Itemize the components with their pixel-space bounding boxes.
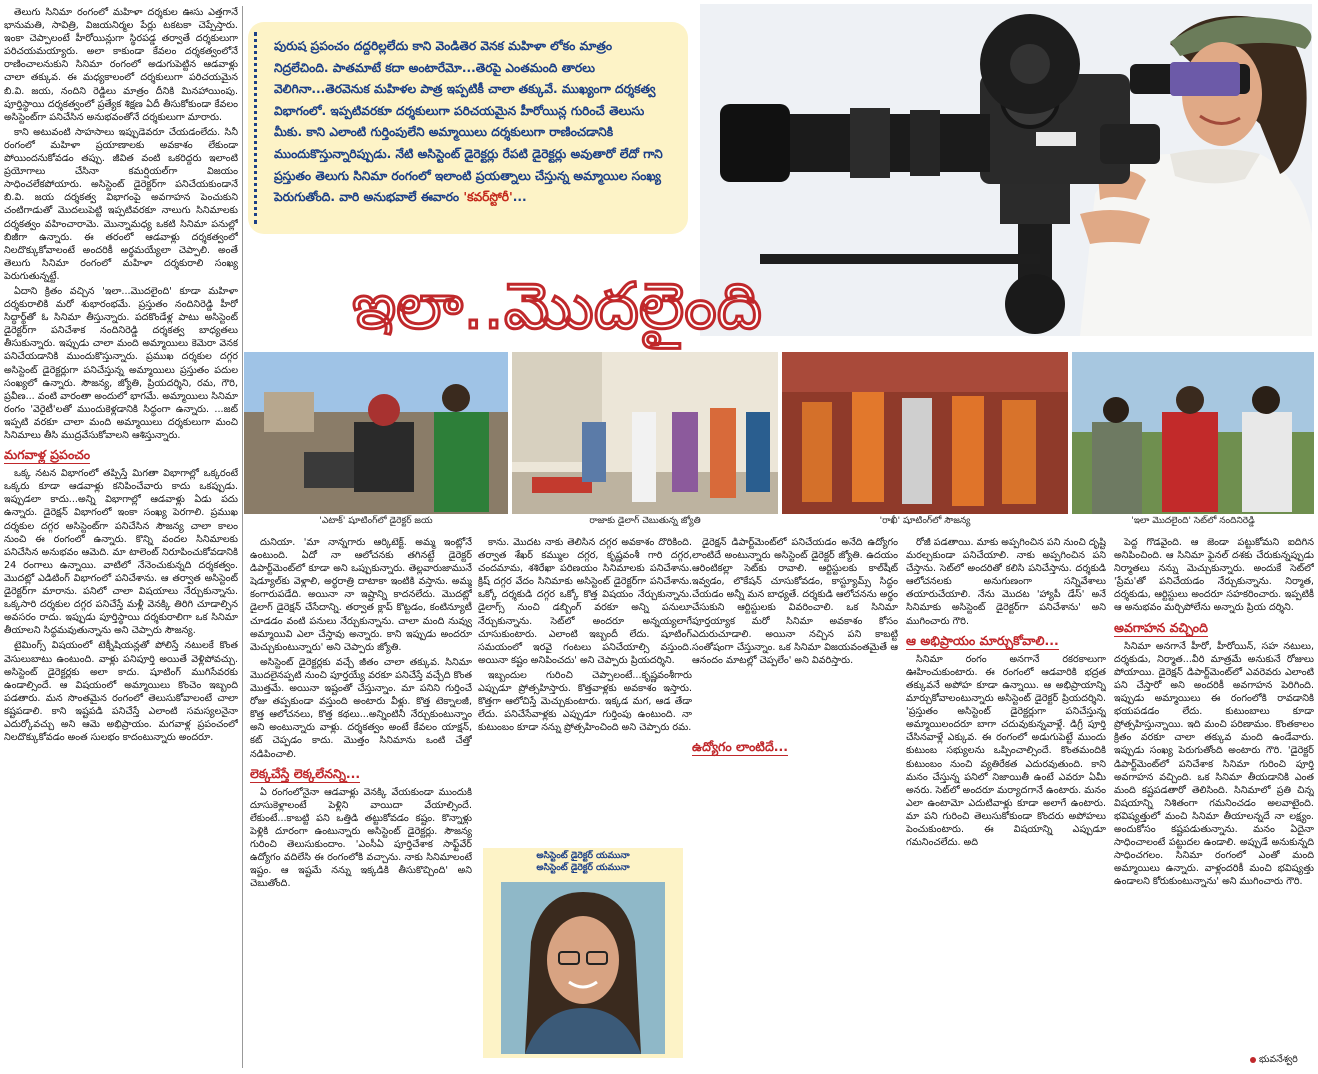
dialogue-scene (512, 352, 778, 514)
column-4 (906, 536, 1106, 1066)
inset-caption: అసిస్టెంట్ డైరెక్టర్ యమునా అసిస్టెంట్ డైరెక్టర్ యమునా (536, 851, 630, 873)
col1b-para-1: ఒక్క నటన విభాగంలో తప్పిస్తే మిగతా విభాగాల్లో ఒక్కరంటే ఒక్కరు కూడా ఆడవాళ్లు కనిపించేవారు కాదు ఒకప్పుడు. ఇప్పుడలా కాదు...అన్ని విభాగాల్లో ఆడవాళ్లు ఏడు పదు ఉన్నారు. డైరెక్షన్ విభాగంలో ఇంకా సంఖ్య పెరగాలి. ప్రముఖ దర్శకుల దగ్గర అసిస్టెంట్‌గా పనిచేసిన సౌజన్య చాలా కాలం నుంచి ఈ రంగంలో ఉన్నారు. కొన్ని వందల సినిమాలకు పనిచేసిన అనుభవం ఆమెది. మా టాలెంట్ నిరూపించుకోవడానికి 24 రంగాలు ఉన్నాయి. వాటిలో నేనెంచుకున్నది దర్శకత్వం. మొదట్లో ఎడిటింగ్ విభాగంలో పనిచేశాను. ఆ తర్వాత అసిస్టెంట్ డైరెక్టర్‌గా మారాను. పనిలో చాలా విషయాలు నేర్చుకున్నాను. ఒక్కసారి దర్శకుల దగ్గర పనిచేస్తే మళ్లీ వెనక్కి తిరిగి చూడాల్సిన అవసరం రాదు. ఇప్పుడు పూర్తిస్థాయి దర్శకురాలిగా ఒక సినిమా తీయాలని సిద్ధమవుతున్నాను అని చెప్పారు సౌజన్య. (4, 468, 238, 637)
col3-para-3: డైరెక్షన్ డిపార్ట్‌మెంట్‌లో పనిచేయడం అనేది ఉద్యోగం లాంటిదే అంటున్నారు అసిస్టెంట్ డైరెక్టర్ జ్యోతి. ఉదయం ఆరింటికల్లా సెట్‌కు రావాలి. ఆర్టిస్టులకు కాల్‌షీట్ ఇవ్వడం, లొకేషన్ చూసుకోవడం, కాస్ట్యూమ్స్ సిద్ధం చేయడం అన్నీ మన బాధ్యతే. దర్శకుడి ఆలోచనను అర్థం చేసుకుని ఆర్టిస్టులకు వివరించాలి. ఒక సినిమా పూర్తయ్యాక మరో సినిమా అవకాశం కోసం ఎదురుచూడాలి. అయినా నచ్చిన పని కాబట్టి సంతోషంగా చేస్తున్నాం. ఒక సినిమా విజయవంతమైతే ఆ ఆనందం మాటల్లో చెప్పలేం' అని వివరిస్తారు. (692, 537, 898, 666)
column-2 (250, 536, 472, 1066)
headline-title (262, 262, 852, 350)
col5-subhead: అవగాహన వచ్చింది (1114, 619, 1208, 635)
col3-para-1: కాను. మొదట నాకు తెలిసిన దగ్గర అవకాశం దొరికింది. తర్వాత శేఖర్ కమ్ముల దగ్గర, కృష్ణవంశీ గారి దగ్గర, చందమామ, శశిరేఖా పరిణయం సినిమాలకు పనిచేశాను. క్రిష్ దగ్గర వేదం సినిమాకు అసిస్టెంట్ డైరెక్టర్‌గా పనిచేశాను. ఒక్కో దర్శకుడి దగ్గర ఒక్కో కొత్త విషయం నేర్చుకున్నాను. డైలాగ్స్ నుంచి డబ్బింగ్ వరకూ అన్ని పనులూ నేర్చుకున్నాను. సెట్‌లో అందరూ అన్నయ్యలాగే చూసుకుంటారు. ఎలాంటి ఇబ్బందీ లేదు. షూటింగ్ సమయంలో ఇరవై గంటలు పనిచేయాల్సి వస్తుంది. అయినా కష్టం అనిపించదు' అని చెప్పారు ప్రియదర్శిని. (478, 537, 692, 666)
column-3-lower (692, 536, 898, 1066)
byline-bullet-icon (1250, 1057, 1256, 1063)
col1-para-1: తెలుగు సినిమా రంగంలో మహిళా దర్శకుల ఊసు ఎత్తగానే భానుమతి, సావిత్రి, విజయనిర్మల పేర్లు టకటకా చెప్పేస్తారు. ఇంకా చెప్పాలంటే హీరోయిన్లుగా స్థిరపడ్డ తర్వాతే దర్శకులుగా పరిచయమయ్యారు. అలా కాకుండా కేవలం దర్శకత్వంలోనే రాణించాలనుకుని సినిమా రంగంలో అడుగుపెట్టిన ఆడవాళ్లు చాలా తక్కువ. ఈ మధ్యకాలంలో దర్శకులుగా పరిచయమైన బి.వి. జయ, నందిని రెడ్డిలు మాత్రం దీనికి మినహాయింపు. పూర్తిస్థాయి దర్శకత్వంలో ప్రత్యేక శిక్షణ ఏదీ తీసుకోకుండా కేవలం అసిస్టెంట్‌గా పనిచేసిన అనుభవంతోనే దర్శకులుగా మారారు. (4, 7, 238, 123)
col2b-para-1: ఏ రంగంలోనైనా ఆడవాళ్లు వెనక్కి వేయకుండా ముందుకి దూసుకెళ్లాలంటే పెళ్లిని వాయిదా వేయాల్సిందే. లేకుంటే...కాబట్టి పని ఒత్తిడి తట్టుకోవడం కష్టం. కొన్నాళ్లు పెళ్లికి దూరంగా ఉంటున్నారు అసిస్టెంట్ డైరెక్టర్లు. సౌజన్య గురించి తెలుసుకుందాం. 'ఎంసీఏ పూర్తిచేశాక సాఫ్ట్‌వేర్ ఉద్యోగం వదిలేసి ఈ రంగంలోకి వచ్చాను. నాకు సినిమాలంటే ఇష్టం. ఆ ఇష్టమే నన్ను ఇక్కడికి తీసుకొచ్చింది' అని చెబుతోంది. (250, 786, 472, 890)
byline: భువనేశ్వరి (1250, 1054, 1298, 1067)
intro-tail: ... (512, 190, 527, 205)
column-5 (1114, 536, 1314, 1046)
col4-subhead: ఆ అభిప్రాయం మార్చుకోవాలి... (906, 632, 1059, 648)
rakhi-shooting-scene (782, 352, 1068, 514)
photo-rakhi-shooting (782, 352, 1068, 514)
column-divider (242, 6, 243, 1068)
col4b-para-1: సినిమా రంగం అనగానే రకరకాలుగా ఊహించుకుంటారు. ఈ రంగంలో ఆడవారికి భద్రత తక్కువనే అపోహ కూడా ఉన్నాయి. ఆ అభిప్రాయాన్ని మార్చుకోవాలంటున్నారు అసిస్టెంట్ డైరెక్టర్ ప్రియదర్శిని. 'ప్రస్తుతం అసిస్టెంట్ డైరెక్టర్లుగా పనిచేస్తున్న అమ్మాయిలందరూ బాగా చదువుకున్నవాళ్లే. డిగ్రీ పూర్తి చేసినవాళ్లే ఎక్కువ. ఈ రంగంలో అడుగుపెట్టే ముందు కుటుంబ సభ్యులను ఒప్పించాల్సిందే. కొంతమందికి కుటుంబం నుంచి వ్యతిరేకత ఎదురవుతుంది. కాని మనం చేస్తున్న పనిలో నిజాయితీ ఉంటే ఎవరూ ఏమీ అనరు. సెట్‌లో అందరూ మర్యాదగానే ఉంటారు. మనం ఎలా ఉంటామో ఎదుటివాళ్లు కూడా అలాగే ఉంటారు. మా పని గురించి తెలుసుకోకుండా కొందరు అపోహలు పెంచుకుంటారు. ఈ విషయాన్ని ఎప్పుడూ గమనించలేదు. అది (906, 653, 1106, 849)
caption-1: 'ఎటాక్' షూటింగ్‌లో డైరెక్టర్ జయ (319, 516, 433, 526)
col3-subhead: ఉద్యోగం లాంటిదే... (692, 739, 789, 754)
intro-highlight: 'కవర్‌స్టోరీ' (463, 190, 513, 205)
column-3 (478, 536, 692, 842)
caption-3: 'రాఖీ' షూటింగ్‌లో సౌజన్య (879, 516, 971, 526)
photo-dialogue-scene (512, 352, 778, 514)
col5-para-1: పెద్ద గొడవైంది. ఆ జెండా పట్టుకోమని ఐదిగిన అనిపించింది. ఆ సినిమా ఫైనల్ దశకు చేరుకున్నప్పుడు నిర్మాతలు నన్ను మెచ్చుకున్నారు. అందుకే సెట్‌లో 'ప్రేమ'తో పనిచేయడం నేర్చుకున్నాను. నిర్మాత, దర్శకుడు, ఆర్టిస్టులు అందరూ సహకరించారు. ఇప్పటికీ ఆ అనుభవం మర్చిపోలేను అన్నారు ప్రియ దర్శిని. (1114, 537, 1314, 614)
col5b-para-1: సినిమా అనగానే హీరో, హీరోయిన్, సహ నటులు, దర్శకుడు, నిర్మాత...వీరి మాత్రమే అనుకునే రోజులు పోయాయి. డైరెక్షన్ డిపార్ట్‌మెంట్‌లో ఎవరెవరు ఎలాంటి పని చేస్తారో అని అందరికీ అవగాహన పెరిగింది. ఇప్పుడు అమ్మాయిలు ఈ రంగంలోకి రావడానికి భయపడడం లేదు. కుటుంబాలు కూడా ప్రోత్సహిస్తున్నాయి. ఇది మంచి పరిణామం. కొంతకాలం క్రితం వరకూ చాలా తక్కువ మంది ఉండేవారు. ఇప్పుడు సంఖ్య పెరుగుతోంది అంటారు గౌరి. 'డైరెక్టర్ డిపార్ట్‌మెంట్‌లో పనిచేశాక సినిమా గురించి పూర్తి అవగాహన వచ్చింది. ఒక సినిమా తీయడానికి ఎంత మంది కష్టపడతారో తెలిసింది. సినిమాలో ప్రతి చిన్న విషయాన్ని నిశితంగా గమనించడం అలవాటైంది. భవిష్యత్తులో మంచి సినిమా తీయాలన్నదే నా లక్ష్యం. అందుకోసం కష్టపడుతున్నాను. మనం ఏదైనా సాధించాలంటే పట్టుదల ఉండాలి. అప్పుడే అనుకున్నది సాధించగలం. సినిమా రంగంలో ఎంతో మంది అమ్మాయిలు ఉన్నారు. వాళ్లందరికీ మంచి భవిష్యత్తు ఉండాలని కోరుకుంటున్నాను' అని ముగించారు గౌరి. (1114, 640, 1314, 888)
col1-para-3: ఏదాని క్రితం వచ్చిన 'ఇలా...మొదలైంది' కూడా మహిళా దర్శకురాలికి మరో శుభారంభమే. ప్రస్తుతం నందినిరెడ్డి హీరో సిద్ధార్థ్‌తో ఓ సినిమా తీస్తున్నారు. పదకొండేళ్ల పాటు అసిస్టెంట్ డైరెక్టర్‌గా పనిచేశాక నందినిరెడ్డి దర్శకత్వ బాధ్యతలు తీసుకున్నారు. ఇప్పుడు చాలా మంది అమ్మాయిలు కెమెరా వెనక పనిచేయడానికి ముందుకొస్తున్నారు. ప్రముఖ దర్శకుల దగ్గర అసిస్టెంట్ డైరెక్టర్లుగా పనిచేస్తున్న అమ్మాయిలు ప్రస్తుతం పదుల సంఖ్యలో ఉన్నారు. సౌజన్య, జ్యోతి, ప్రియదర్శిని, రమ, గౌరి, ప్రవీణ... వంటి వారంతా అందులో భాగమే. అమ్మాయిలు సినిమా రంగం 'వెరైటీ'లతో ముందుకెళ్లడానికి సిద్ధంగా ఉన్నారు. ...జట్ ఇప్పటి వరకూ చాలా మంది అమ్మాయిలు దర్శకులుగా మంచి సినిమాలు తీసి ముద్రవేసుకోవాలని ఆశిస్తున్నారు. (4, 285, 238, 441)
col1-para-2: కాని అటువంటి సాహసాలు ఇప్పుడెవరూ చేయడంలేదు. సినీ రంగంలో మహిళా ప్రయాణాలకు అవకాశం లేకుండా పోయిందనుకోవడం తప్పు. జీవిత వంటి ఒకరిద్దరు ఇలాంటి ప్రయోగాలు చేసినా కమర్షియల్‌గా విజయం సాధించలేకపోయారు. అసిస్టెంట్ డైరెక్టర్‌గా పనిచేయకుండానే బి.వి. జయ దర్శకత్వ విభాగంపై అవగాహన పెంచుకుని చంటిగాడుతో మొదలుపెట్టి ఇప్పటివరకూ నాలుగు సినిమాలకు దర్శకత్వం వహించారామె. మొన్నామధ్య ఒకటి సినిమా పనుల్లో బిజీగా ఉన్నారు. ఈ తరంలో ఆడవాళ్లు దర్శకత్వంలో నిలదొక్కుకోవాలంటే అందరికీ అర్థమయ్యేలా చెప్పాలి. అంతే తెలుగు సినిమా రంగంలో మహిళా దర్శకురాలి సంఖ్య పెరుగుతున్నట్టే. (4, 126, 238, 282)
column-1 (4, 6, 238, 1068)
photo-attack-shooting (244, 352, 508, 514)
portrait-illustration (501, 882, 665, 1054)
headline-text: ఇలా..మొదలైంది (352, 270, 762, 344)
col1b-para-2: టైమింగ్స్ విషయంలో టెక్నీషియన్లతో పోలిస్తే నటులకే కొంత వెసులుబాటు ఉంటుంది. వాళ్లు పనిపూర్తి అయితే వెళ్లిపోవచ్చు. అసిస్టెంట్ డైరెక్టర్లకు అలా కాదు. షూటింగ్ ముగిసేవరకు ఉండాల్సిందే. ఆ విషయంలో అమ్మాయిలు కొంచెం ఇబ్బంది పడతారు. మన సొంతమైన రంగంలో తెలుసుకోవాలంటే చాలా కష్టపడాలి. కాని ఇష్టపడి పనిచేస్తే ఎలాంటి సమస్యలనైనా ఎదుర్కోవచ్చు అని ఆమె అభిప్రాయం. మగవాళ్ల ప్రపంచంలో నిలదొక్కుకోవడం అంత సులభం కాదంటున్నారు అందరూ. (4, 640, 238, 744)
col3-para-2: ఇబ్బందుల గురించి చెప్పాలంటే...కృష్ణవంశీగారు ఎప్పుడూ ప్రోత్సహిస్తారు. కొత్తవాళ్లకు అవకాశం ఇస్తారు. కొత్తగా ఆలోచిస్తే మెచ్చుకుంటారు. ఇక్కడ మగ, ఆడ తేడా లేదు. పనిచేసేవాళ్లకు ఎప్పుడూ గుర్తింపు ఉంటుంది. నా కుటుంబం కూడా నన్ను ప్రోత్సహించింది అని చెప్పారు రమ. (478, 669, 692, 734)
caption-4: 'ఇలా మొదలైంది' సెట్‌లో నందినిరెడ్డి (1131, 516, 1255, 526)
attack-shooting-scene (244, 352, 508, 514)
col2-para-1: దునియా. 'మా నాన్నగారు ఆర్కిటెక్ట్. అమ్మ ఇంట్లోనే ఉంటుంది. ఏదో నా ఆలోచనకు తగినట్టే డైరెక్టర్ డిపార్ట్‌మెంట్‌లో కూడా అని ఒప్పుకున్నారు. తెల్లవారుజామునే షెడ్యూల్‌కు వెళ్లాలి, అర్ధరాత్రి దాటాకా ఇంటికి వస్తాను. అమ్మ కంగారుపడేది. అయినా నా ఇష్టాన్ని కాదనలేదు. మొదట్లో డైలాగ్ డైరెక్షన్ చేసేదాన్ని. తర్వాత క్లాప్ కొట్టడం, కంటిన్యూటీ చూడడం వంటి పనులు నేర్చుకున్నాను. చాలా మంది నువ్వు అమ్మాయివి ఎలా చేస్తావు అన్నారు. కాని ఇప్పుడు అందరూ మెచ్చుకుంటున్నారు' అని చెప్పారు జ్యోతి. (250, 537, 472, 653)
caption-2: రాజాకు డైలాగ్ చెబుతున్న జ్యోతి (589, 516, 701, 526)
intro-text: పురుష ప్రపంచం దద్దరిల్లలేదు కాని వెండితెర వెనక మహిళా లోకం మాత్రం నిద్రలేచింది. పాతమాటే కదా అంటారేమో...తెరపై ఎంతమంది తారలు వెలిగినా...తెరవెనుక మహిళల పాత్ర ఇప్పటికీ చాలా తక్కువే. ముఖ్యంగా దర్శకత్వ విభాగంలో. ఇప్పటివరకూ దర్శకులుగా పరిచయమైన హీరోయిన్ల గురించే తెలుసు మీకు. కాని ఎలాంటి గుర్తింపులేని అమ్మాయిలు దర్శకులుగా రాణించడానికి ముందుకొస్తున్నారిప్పుడు. నేటి అసిస్టెంట్ డైరెక్టర్లు రేపటి డైరెక్టర్లు అవుతారో లేదో గాని ప్రస్తుతం తెలుగు సినిమా రంగంలో ఇలాంటి ప్రయత్నాలు చేస్తున్న అమ్మాయిల సంఖ్య పెరుగుతోంది. వారి అనుభవాలే ఈవారం (274, 39, 663, 205)
photo-ila-modalaindi-set (1072, 352, 1314, 514)
inset-portrait (501, 882, 665, 1054)
intro-dotted-border (254, 32, 265, 224)
col2-subhead: లెక్కచేస్తే లెక్కలేనన్ని... (250, 765, 361, 781)
col2-para-2: అసిస్టెంట్ డైరెక్టర్లకు వచ్చే జీతం చాలా తక్కువ. సినిమా మొదలైనప్పటి నుంచి పూర్తయ్యే వరకూ పనిచేస్తే వచ్చేది కొంత మొత్తమే. అయినా ఇష్టంతో చేస్తున్నాం. మా పనిని గుర్తించే రోజు తప్పకుండా వస్తుంది అంటారు వీళ్లు. కొత్త టెక్నాలజీ, కొత్త ఆలోచనలు, కొత్త కథలు...అన్నింటినీ నేర్చుకుంటున్నాం అని అంటున్నారు వాళ్లు. దర్శకత్వం అంటే కేవలం యాక్షన్, కట్ చెప్పడం కాదు. మొత్తం సినిమాను ఒంటి చేత్తో నడిపించాలి. (250, 656, 472, 760)
column-3-subhead-wrap (692, 736, 898, 758)
ila-modalaindi-set-scene (1072, 352, 1314, 514)
inset-photo-box (483, 848, 683, 1058)
intro-box (248, 22, 688, 234)
col1-subhead: మగవాళ్ల ప్రపంచం (4, 447, 91, 463)
col4-para-1: రోజీ పడతాయి. మాకు అప్పగించిన పని నుంచి దృష్టి మరల్చకుండా పనిచేయాలి. నాకు అప్పగించిన పని చేస్తాను. సెట్‌లో అందరితో కలిసి పనిచేస్తాను. దర్శకుడి ఆలోచనలకు అనుగుణంగా సన్నివేశాలు తయారుచేయాలి. నేను మొదట 'హ్యాపీ డేస్' అనే సినిమాకు అసిస్టెంట్ డైరెక్టర్‌గా పనిచేశాను' అని ముగించారు గౌరి. (906, 537, 1106, 627)
